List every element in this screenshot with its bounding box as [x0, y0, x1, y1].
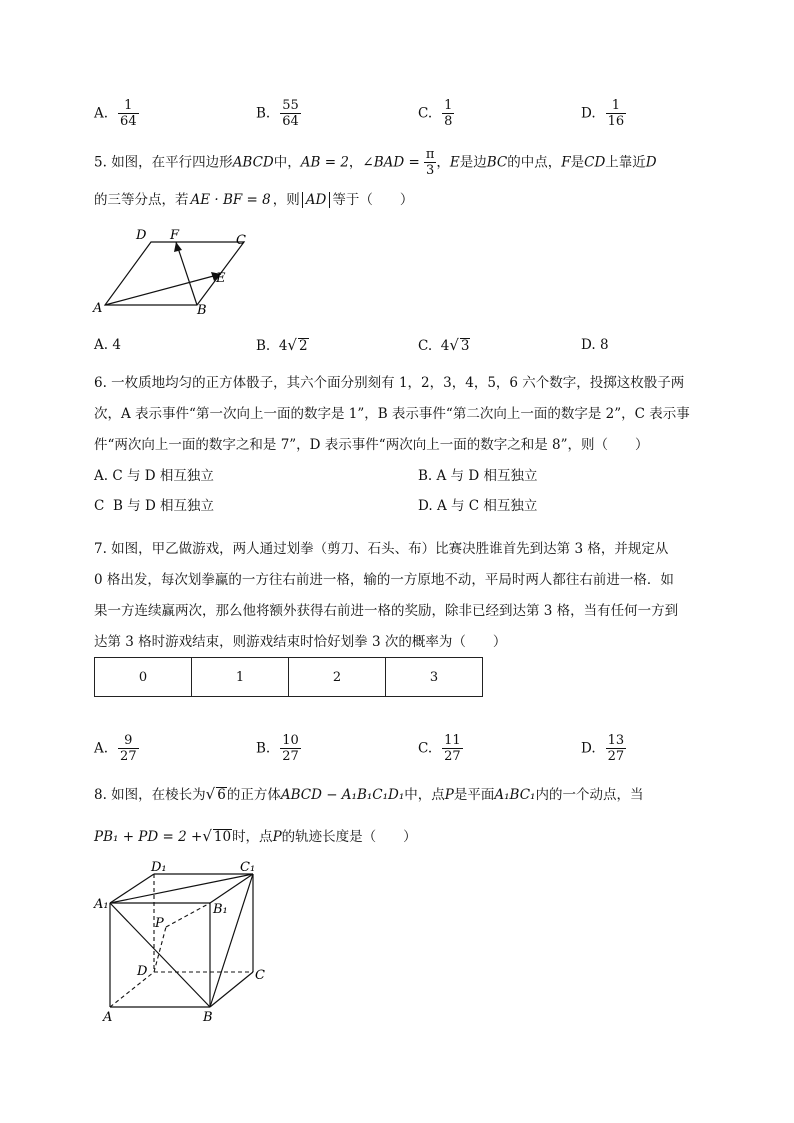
label-a: A — [103, 1010, 113, 1025]
q4-option-d: D. $\frac{1}{16}$ — [581, 98, 625, 129]
grid-cell-0: 0 — [95, 658, 192, 697]
arrow-head-bf — [174, 242, 182, 252]
table-row — [95, 658, 483, 697]
q6-option-b: B. A 与 D 相互独立 — [418, 468, 538, 484]
label-b: B — [197, 303, 207, 318]
q7-option-d: D. $\frac{13}{27}$ — [581, 733, 625, 764]
q5-option-c: C. 4√ 3 — [418, 336, 470, 354]
q7-option-c: C. $\frac{11}{27}$ — [418, 733, 461, 764]
q7-stem-line4: 达第 3 格时游戏结束，则游戏结束时恰好划拳 3 次的概率为（ ） — [94, 634, 507, 650]
q5-parallelogram-figure — [90, 225, 270, 320]
q8-stem-line1: 8. 如图，在棱长为√ 6的正方体ABCD − A₁B₁C₁D₁中，点P是平面A₁BC₁内的一个动点，当 — [94, 785, 644, 803]
q4-option-a: A. $\frac{1}{64}$ — [94, 98, 137, 129]
q8-cube-figure — [90, 855, 280, 1025]
label-d: D — [137, 964, 148, 979]
q6-stem-line2: 次，A 表示事件“第一次向上一面的数字是 1”，B 表示事件“第二次向上一面的数字是 2”，C 表示事 — [94, 406, 690, 422]
q5-option-a: A. 4 — [94, 337, 121, 353]
q6-option-d: D. A 与 C 相互独立 — [418, 498, 538, 514]
q7-stem-line1: 7. 如图，甲乙做游戏，两人通过划拳（剪刀、石头、布）比赛决胜谁首先到达第 3 格，并规定从 — [94, 541, 669, 557]
grid-cell-3: 3 — [386, 658, 483, 697]
label-a1: A₁ — [94, 897, 109, 912]
label-a: A — [93, 301, 103, 316]
q8-stem-line2: PB₁ + PD = 2 +√ 10时，点P的轨迹长度是（ ） — [94, 827, 417, 845]
q7-stem-line2: 0 格出发，每次划拳赢的一方往右前进一格，输的一方原地不动，平局时两人都往右前进一格．如 — [94, 572, 674, 588]
vector-bf — [176, 242, 197, 305]
q7-option-b: B. $\frac{10}{27}$ — [256, 733, 299, 764]
q7-stem-line3: 果一方连续赢两次，那么他将额外获得右前进一格的奖励，除非已经到达第 3 格，当有任何一方到 — [94, 603, 679, 619]
vector-ae — [105, 274, 221, 305]
q5-stem-line1: 5. 如图，在平行四边形ABCD中，AB = 2，∠BAD = $\frac{\pi}{3}$ ，E是边BC的中点，F是CD上靠近D — [94, 147, 657, 178]
label-c: C — [255, 968, 265, 983]
grid-cell-1: 1 — [192, 658, 289, 697]
label-e: E — [216, 271, 226, 286]
q4-option-c: C. $\frac{1}{8}$ — [418, 98, 453, 129]
q6-option-c: C B 与 D 相互独立 — [94, 498, 215, 514]
q6-stem-line1: 6. 一枚质地均匀的正方体骰子，其六个面分别刻有 1，2，3，4，5，6 六个数字，投掷这枚骰子两 — [94, 375, 685, 391]
q7-grid-table — [94, 657, 483, 697]
q7-option-a: A. $\frac{9}{27}$ — [94, 733, 137, 764]
label-c: C — [236, 233, 246, 248]
q5-option-b: B. 4√ 2 — [256, 336, 308, 354]
q5-stem-line2: 的三等分点，若 AE · BF = 8 ，则 AD 等于（ ） — [94, 192, 414, 208]
label-c1: C₁ — [240, 860, 256, 875]
q5-option-d: D. 8 — [581, 337, 609, 353]
q6-option-a: A. C 与 D 相互独立 — [94, 468, 214, 484]
q4-option-b: B. $\frac{55}{64}$ — [256, 98, 299, 129]
label-d: D — [136, 228, 147, 243]
label-b: B — [203, 1010, 213, 1025]
label-f: F — [170, 228, 180, 243]
label-d1: D₁ — [151, 860, 167, 875]
label-p: P — [155, 916, 164, 931]
q6-stem-line3: 件“两次向上一面的数字之和是 7”，D 表示事件“两次向上一面的数字之和是 8”，则（ ） — [94, 437, 649, 453]
label-b1: B₁ — [213, 902, 228, 917]
grid-cell-2: 2 — [289, 658, 386, 697]
